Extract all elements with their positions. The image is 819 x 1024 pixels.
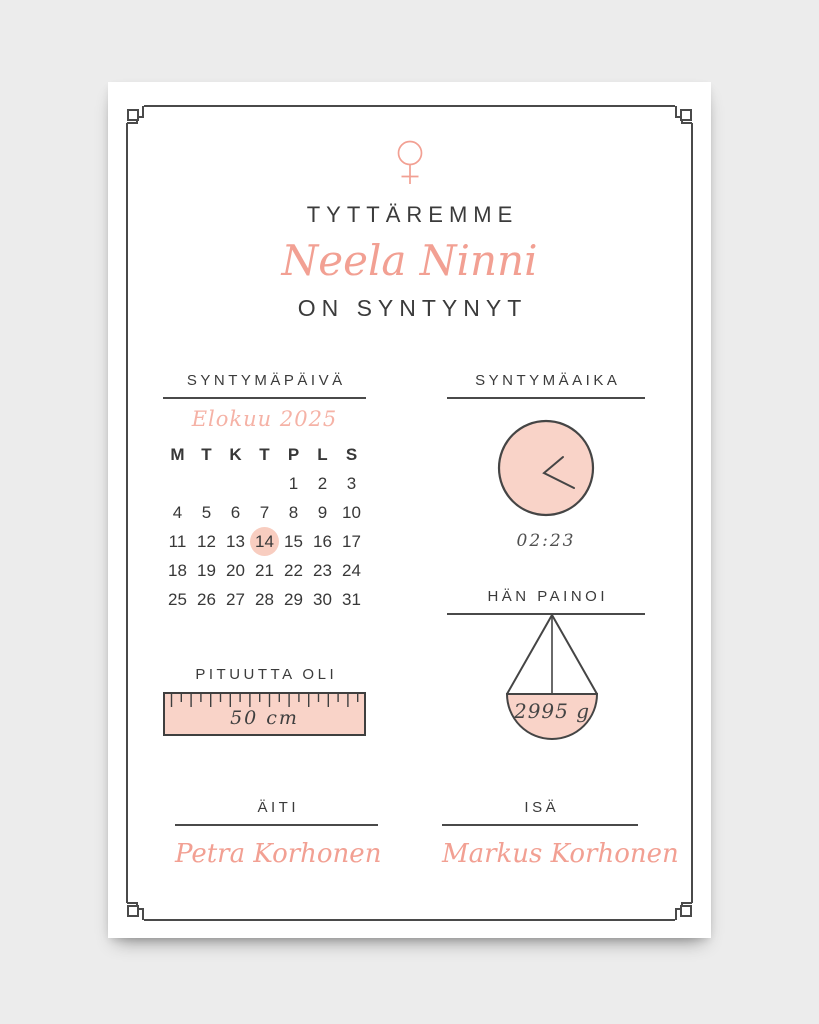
father-heading: ISÄ [524, 799, 560, 816]
length-heading: PITUUTTA OLI [195, 666, 338, 683]
calendar-weekday: S [345, 445, 358, 464]
calendar-blank [192, 469, 221, 498]
calendar-day: 15 [284, 532, 303, 551]
weight-heading: HÄN PAINOI [487, 588, 609, 605]
calendar-weekday: K [229, 445, 242, 464]
birth-time-value: 02:23 [516, 531, 576, 551]
calendar-day-highlighted: 14 [250, 527, 279, 556]
calendar-day: 21 [255, 561, 274, 580]
father-section [442, 799, 679, 869]
calendar-day: 9 [317, 503, 328, 522]
mother-section [175, 799, 382, 869]
calendar-day: 25 [168, 590, 187, 609]
intro-text: TYTTÄREMME [306, 202, 519, 227]
calendar-day: 8 [288, 503, 299, 522]
calendar-day: 12 [197, 532, 216, 551]
calendar-day: 7 [259, 503, 270, 522]
calendar-blank [163, 469, 192, 498]
calendar-day: 31 [342, 590, 361, 609]
clock-icon [494, 416, 598, 520]
father-name: Markus Korhonen [442, 839, 679, 869]
calendar-day: 22 [284, 561, 303, 580]
month-label: Elokuu 2025 [191, 407, 338, 431]
calendar-day: 20 [226, 561, 245, 580]
female-gender-icon [394, 140, 426, 186]
calendar-day: 26 [197, 590, 216, 609]
calendar-blank [221, 469, 250, 498]
calendar-day: 23 [313, 561, 332, 580]
father-divider [442, 824, 638, 826]
mother-heading: ÄITI [257, 799, 299, 816]
calendar-day: 29 [284, 590, 303, 609]
length-section [163, 667, 366, 736]
calendar-blank [250, 469, 279, 498]
birth-date-heading: SYNTYMÄPÄIVÄ [186, 372, 346, 389]
calendar-day: 27 [226, 590, 245, 609]
length-value: 50 cm [230, 707, 299, 729]
calendar-day: 5 [201, 503, 212, 522]
birth-time-section [447, 373, 645, 551]
calendar-day: 3 [346, 474, 357, 493]
mother-divider [175, 824, 378, 826]
calendar-weekday: T [201, 445, 212, 464]
calendar-weekday: M [170, 445, 185, 464]
calendar-weekday: P [287, 445, 300, 464]
calendar-day: 16 [313, 532, 332, 551]
calendar-day: 6 [230, 503, 241, 522]
calendar-day: 11 [168, 532, 187, 551]
baby-name: Neela Ninni [281, 236, 538, 285]
ruler-icon [163, 692, 366, 736]
calendar-weekday: T [259, 445, 270, 464]
calendar [163, 440, 366, 614]
birth-time-divider [447, 397, 645, 399]
header [108, 82, 711, 322]
calendar-day: 4 [172, 503, 183, 522]
calendar-day: 24 [342, 561, 361, 580]
calendar-day: 1 [288, 474, 299, 493]
calendar-day: 28 [255, 590, 274, 609]
calendar-day: 30 [313, 590, 332, 609]
outro-text: ON SYNTYNYT [297, 295, 528, 321]
calendar-day: 10 [342, 503, 361, 522]
birth-date-section [163, 373, 366, 614]
calendar-day: 2 [317, 474, 328, 493]
calendar-day: 13 [226, 532, 245, 551]
calendar-weekday: L [317, 445, 328, 464]
calendar-day: 17 [342, 532, 361, 551]
scale-icon [447, 613, 645, 743]
mother-name: Petra Korhonen [175, 839, 382, 869]
weight-section [447, 589, 645, 743]
birth-date-divider [163, 397, 366, 399]
calendar-day: 19 [197, 561, 216, 580]
birth-time-heading: SYNTYMÄAIKA [475, 372, 621, 389]
calendar-day: 18 [168, 561, 187, 580]
weight-value: 2995 g [513, 699, 591, 723]
birth-announcement-card [108, 82, 711, 938]
